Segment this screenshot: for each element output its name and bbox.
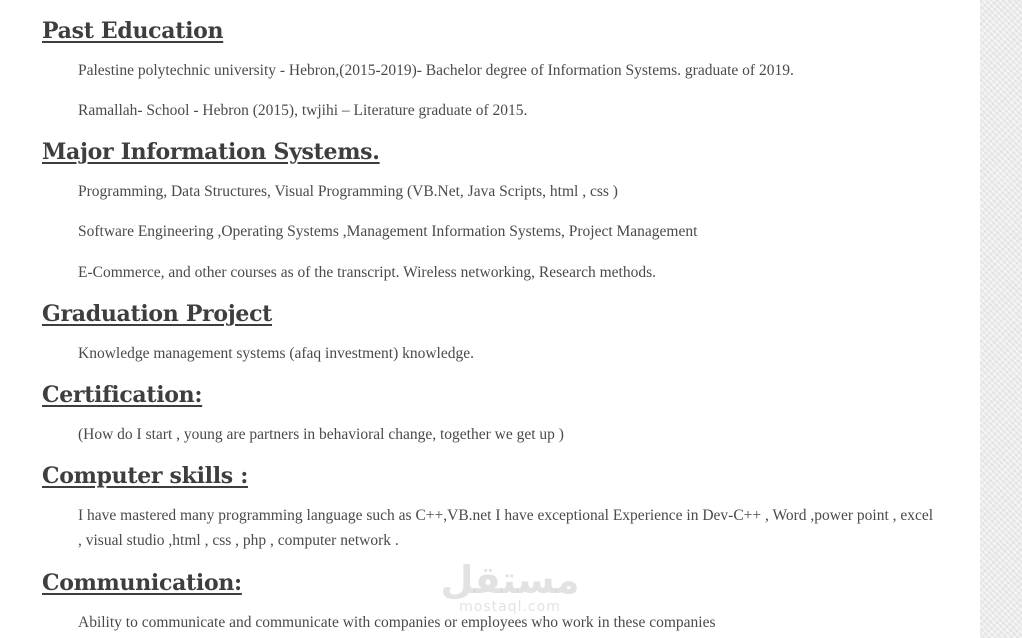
past-education-line-1: Palestine polytechnic university - Hebron,(2015-2019)- Bachelor degree of Information Systems. graduate of 2019. (78, 62, 794, 79)
heading-certification: Certification: (42, 382, 203, 408)
communication-line-1: Ability to communicate and communicate with companies or employees who work in these companies (78, 614, 716, 631)
heading-communication: Communication: (42, 570, 242, 596)
past-education-line-2: Ramallah- School - Hebron (2015), twjihi – Literature graduate of 2015. (78, 102, 528, 119)
heading-major: Major Information Systems. (42, 139, 380, 165)
mostaql-watermark (440, 560, 580, 614)
major-line-3: E-Commerce, and other courses as of the transcript. Wireless networking, Research methods. (78, 264, 657, 281)
heading-computer-skills: Computer skills : (42, 463, 249, 489)
heading-past-education: Past Education (42, 18, 224, 44)
certification-line-1: (How do I start , young are partners in behavioral change, together we get up ) (78, 426, 564, 443)
watermark-sub-text: mostaql.com (459, 599, 561, 615)
heading-graduation-project: Graduation Project (42, 301, 273, 327)
graduation-project-line-1: Knowledge management systems (afaq investment) knowledge. (78, 345, 474, 362)
watermark-main-text: مستقل (440, 558, 580, 602)
major-line-2: Software Engineering ,Operating Systems ,Management Information Systems, Project Management (78, 223, 698, 240)
computer-skills-line-1: I have mastered many programming language such as C++,VB.net I have exceptional Experience in Dev-C++ , Word ,power point , excel , visual studio ,html , css , php , computer network . (78, 507, 934, 549)
major-line-1: Programming, Data Structures, Visual Programming (VB.Net, Java Scripts, html , css ) (78, 183, 618, 200)
page-background-strip (980, 0, 1022, 638)
